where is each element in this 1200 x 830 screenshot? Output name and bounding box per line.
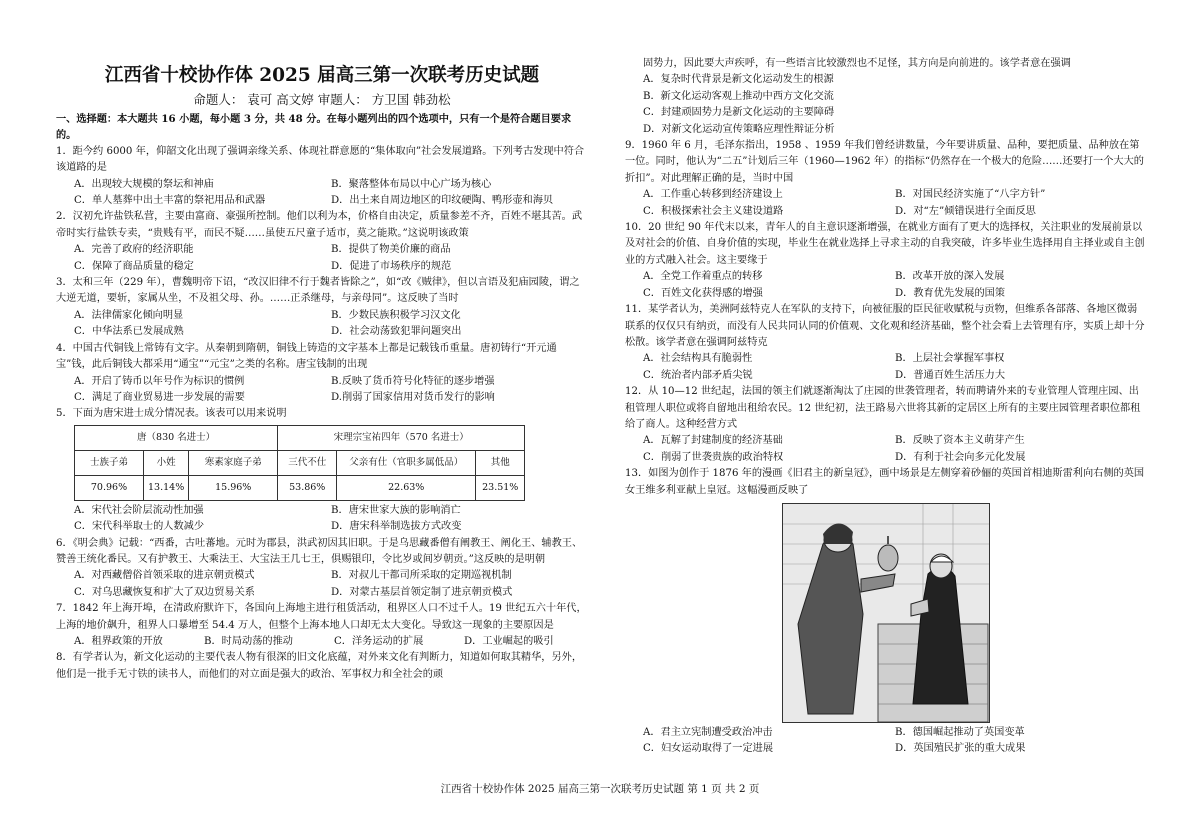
question-stem: 5．下面为唐宋进士成分情况表。该表可以用来说明 [56, 408, 287, 420]
right-column [625, 0, 1147, 758]
question-stem: 11．某学者认为，美洲阿兹特克人在军队的支持下，向被征服的臣民征收赋税与贡物，但维系各部落、各地区微弱联系的仅仅只有纳贡，而没有人民共同认同的价值观、文化观和经济基础，整个社会看上去管理有序，实质上却十分松散。该学者意在强调阿兹特克 [625, 304, 1145, 348]
option-a: A．宋代社会阶层流动性加强 [74, 504, 204, 516]
question-stem: 10．20 世纪 90 年代末以来，青年人的自主意识逐渐增强，在就业方面有了更大的选择权，关注职业的发展前景以及对社会的价值、自身价值的实现，毕业生在就业选择上寻求主动的自我突破，许多毕业生选择用自主择业或自主创业的方式融入社会。这主要缘于 [625, 222, 1145, 266]
option-a: A．君主立宪制遭受政治冲击 [643, 726, 773, 738]
table-col: 父亲有仕（官职多属低品） [337, 450, 476, 475]
option-c: C．妇女运动取得了一定进展 [643, 743, 774, 755]
option-b: B．少数民族积极学习汉文化 [331, 309, 461, 321]
option-b: B．聚落整体布局以中心广场为核心 [331, 178, 492, 190]
option-d: D．出土来自周边地区的印纹硬陶、鸭形壶和海贝 [331, 195, 554, 207]
question-13 [625, 466, 1147, 758]
option-d: D．英国殖民扩张的重大成果 [895, 743, 1026, 755]
question-3 [56, 275, 588, 341]
question-stem: 1．距今约 6000 年，仰韶文化出现了强调亲缘关系、体现社群意愿的“集体取向”社会发展道路。下列考古发现中符合该道路的是 [56, 145, 585, 174]
question-stem: 9．1960 年 6 月，毛泽东指出，1958 、1959 年我们曾经讲数量，今年要讲质量、品种，要把质量、品种放在第一位。同时，他认为“二五”计划后三年（1960—1962 年）的指标“仍然存在一个极大的危险……还要打一个大大的折扣”。对此理解正确的是，当时中国 [625, 140, 1144, 184]
table-col: 小姓 [144, 450, 189, 475]
authors-line: 命题人： 袁可 高文婷 审题人： 方卫国 韩劲松 [193, 92, 451, 107]
option-a: A．对西藏僧俗首领采取的进京朝贡模式 [74, 570, 255, 582]
question-stem: 13．如图为创作于 1876 年的漫画《旧君主的新皇冠》，画中场景是左侧穿着砂俪的英国首相迪斯雷利向右侧的英国女王维多利亚献上皇冠。这幅漫画反映了 [625, 468, 1145, 496]
question-stem-continued: 固势力，因此要大声疾呼，有一些语言比较激烈也不足怪，其方向是向前进的。该学者意在强调 [643, 58, 1071, 69]
option-a: A．复杂时代背景是新文化运动发生的根源 [643, 74, 834, 86]
option-a: A．完善了政府的经济职能 [74, 244, 194, 256]
option-a: A．瓦解了封建制度的经济基础 [643, 435, 783, 447]
option-a: A．社会结构具有脆弱性 [643, 353, 753, 365]
exam-title: 江西省十校协作体 2025 届高三第一次联考历史试题 [104, 65, 540, 86]
table-cell: 13.14% [144, 475, 189, 500]
option-c: C．宋代科举取士的人数减少 [74, 521, 205, 533]
option-a: A．法律儒家化倾向明显 [74, 309, 184, 321]
question-8 [56, 650, 588, 683]
table-cell: 22.63% [337, 475, 476, 500]
table-col: 其他 [476, 450, 525, 475]
question-stem: 4．中国古代铜钱上常铸有文字。从秦朝到隋朝，铜钱上铸造的文字基本上都是记载钱币重量。唐初铸行“开元通宝”钱，此后铜钱大都采用“通宝”“元宝”之类的名称。唐宝钱制的出现 [56, 342, 557, 371]
table-col: 三代不仕 [278, 450, 337, 475]
question-5 [56, 406, 588, 535]
option-b: B．反映了资本主义萌芽产生 [895, 435, 1025, 447]
option-b: B．改革开放的深入发展 [895, 271, 1005, 283]
table-cell: 53.86% [278, 475, 337, 500]
option-a: A．开启了铸币以年号作为标识的惯例 [74, 375, 245, 387]
table-cell: 15.96% [189, 475, 278, 500]
cartoon-image [782, 503, 990, 723]
table-header-tang: 唐（830 名进士） [75, 425, 278, 450]
option-c: C．中华法系已发展成熟 [74, 326, 184, 338]
option-b: B．对叔儿干都司所采取的定期巡视机制 [331, 570, 512, 582]
option-c: C．保障了商品质量的稳定 [74, 260, 194, 272]
question-1 [56, 144, 588, 210]
option-d: D．对“左”倾错误进行全面反思 [895, 205, 1036, 217]
option-b: B．上层社会掌握军事权 [895, 353, 1005, 365]
option-c: C．百姓文化获得感的增强 [643, 287, 763, 299]
option-d: D．对蒙古基层首领定制了进京朝贡模式 [331, 586, 513, 598]
left-column [56, 0, 588, 683]
question-stem: 6．《明会典》记载：“西番，古吐蕃地。元时为郡县，洪武初因其旧职。于是乌思藏番僧有阐教王、阐化王、辅教王、赞善王统化番民。又有护教王、大乘法王、大宝法王几七王，俱赐银印，令比岁或间岁朝贡。”这反映的是明朝 [56, 537, 583, 565]
question-8-continued [625, 56, 1147, 138]
option-c: C．满足了商业贸易进一步发展的需要 [74, 391, 245, 403]
option-d: D．唐宋科举制选拔方式改变 [331, 521, 462, 533]
table-col: 寒素家庭子弟 [189, 450, 278, 475]
option-c: C．对乌思藏恢复和扩大了双边贸易关系 [74, 586, 255, 598]
option-c: C．洋务运动的扩展 [334, 635, 424, 647]
option-b: B．对国民经济实施了“八字方针” [895, 189, 1046, 201]
table-cell: 23.51% [476, 475, 525, 500]
data-table [74, 425, 525, 501]
question-stem: 7．1842 年上海开埠，在清政府默许下，各国向上海地主进行租赁活动，租界区人口不过千人。19 世纪五六十年代，上海的地价飙升，租界人口暴增至 54.4 万人，但整个上海本地人口却无太大变化。导致这一现象的主要原因是 [56, 603, 587, 631]
option-c: C．统治者内部矛盾尖锐 [643, 369, 753, 381]
option-d: D．社会动荡致犯罪问题突出 [331, 326, 462, 338]
option-b: B．德国崛起推动了英国变革 [895, 726, 1025, 738]
option-b: B．时局动荡的推动 [204, 635, 293, 647]
option-c: C．封建顽固势力是新文化运动的主要障碍 [643, 107, 835, 119]
option-d: D.削弱了国家信用对货币发行的影响 [331, 391, 495, 403]
option-b: B．提供了物美价廉的商品 [331, 244, 451, 256]
option-d: D．工业崛起的吸引 [464, 635, 554, 647]
option-b: B.反映了货币符号化特征的逐步增强 [331, 375, 495, 387]
option-a: A．工作重心转移到经济建设上 [643, 189, 783, 201]
option-c: C．削弱了世袭贵族的政治特权 [643, 451, 784, 463]
question-6 [56, 536, 588, 602]
question-4 [56, 341, 588, 407]
cartoon-illustration [783, 504, 989, 722]
question-2 [56, 209, 588, 275]
question-12 [625, 384, 1147, 466]
option-d: D．普通百姓生活压力大 [895, 369, 1006, 381]
question-10 [625, 220, 1147, 302]
table-col: 士族子弟 [75, 450, 144, 475]
question-stem: 12．从 10—12 世纪起，法国的领主们就逐渐淘汰了庄园的世袭管理者，转而聘请外来的专业管理人管理庄园、出租管理人职位或将自留地出租给农民。12 世纪初，法王路易六世将其新的定居区上所有的主要庄园管理者职位都租给了商人。这种经营方式 [625, 386, 1141, 430]
option-c: C．单人墓葬中出土丰富的祭祀用品和武器 [74, 195, 266, 207]
option-b: B．新文化运动客观上推动中西方文化交流 [643, 90, 834, 102]
option-d: D．有利于社会向多元化发展 [895, 451, 1026, 463]
option-d: D．促进了市场秩序的规范 [331, 260, 452, 272]
question-7 [56, 601, 588, 650]
question-stem: 8．有学者认为，新文化运动的主要代表人物有很深的旧文化底蕴，对外来文化有判断力，知道如何取其精华，另外，他们是一批手无寸铁的读书人，而他们的对立面是强大的政治、军事权力和全社会的顽 [56, 652, 583, 680]
option-b: B．唐宋世家大族的影响消亡 [331, 504, 461, 516]
option-d: D．对新文化运动宣传策略应理性辩证分析 [643, 123, 835, 135]
question-9 [625, 138, 1147, 220]
option-c: C．积极探索社会主义建设道路 [643, 205, 784, 217]
page-footer: 江西省十校协作体 2025 届高三第一次联考历史试题 第 1 页 共 2 页 [440, 783, 760, 795]
option-a: A．租界政策的开放 [74, 635, 163, 647]
table-cell: 70.96% [75, 475, 144, 500]
question-stem: 3．太和三年（229 年），曹魏明帝下诏，“改汉旧律不行于魏者皆除之”，如“改《贼律》，但以言语及犯庙园陵，谓之大逆无道，要斩，家属从坐，不及祖父母、孙。……正杀继母，与亲母同”。这反映了当时 [56, 277, 580, 305]
table-header-song: 宋理宗宝祐四年（570 名进士） [278, 425, 525, 450]
question-11 [625, 302, 1147, 384]
option-a: A．出现较大规模的祭坛和神庙 [74, 178, 214, 190]
section-heading: 一、选择题：本大题共 16 小题，每小题 3 分，共 48 分。在每小题列出的四个选项中，只有一个是符合题目要求的。 [56, 113, 572, 142]
question-stem: 2．汉初允许盐铁私营，主要由富商、豪强所控制。他们以利为本，价格自由决定，质量参差不齐，百姓不堪其苦。武帝时实行盐铁专卖，“贵贱有平，而民不疑……虽使五尺童子适市，莫之能欺。”这说明该政策 [56, 211, 583, 239]
option-a: A．全党工作着重点的转移 [643, 271, 763, 283]
option-d: D．教育优先发展的国策 [895, 287, 1006, 299]
